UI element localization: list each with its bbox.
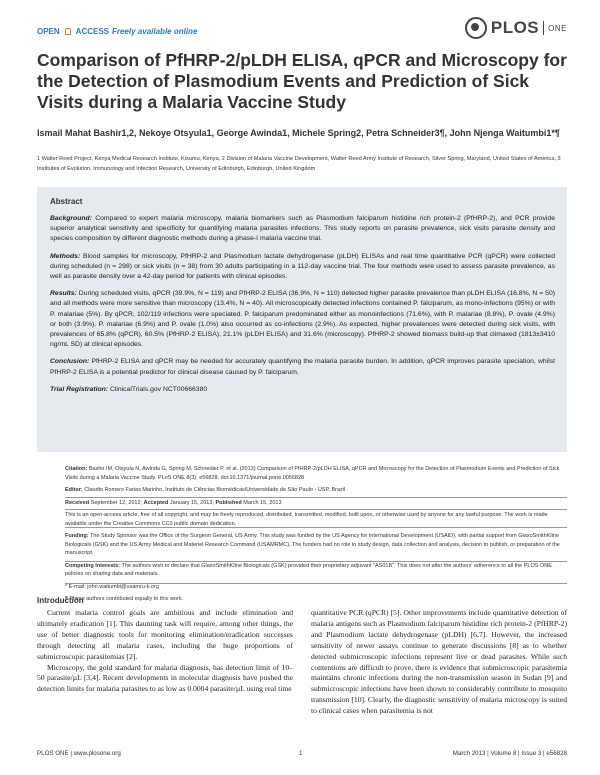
freely-available-label: Freely available online	[112, 27, 198, 36]
copyright: This is an open-access article, free of all copyright, and may be freely reproduced, distributed, transmitted, modified, built upon, or otherwise used by anyone for any lawful purpose. The work is made available under the Creative Commons CC0 public domain dedication.	[65, 512, 548, 527]
journal-logo	[465, 17, 567, 39]
citation-text: Bashir IM, Otsyula N, Awinda G, Spring M, Schneider P, et al. (2013) Comparison of PfHRP-2/pLDH ELISA, qPCR and Microscopy for the Detection of Plasmodium Events and Prediction of Sick Visits during a Malaria Vaccine Study. PLoS ONE 8(3): e56828. doi:10.1371/journal.pone.0056828	[65, 466, 560, 481]
citation	[65, 465, 565, 482]
abstract-trial-registration	[50, 385, 555, 395]
conclusion-label: Conclusion:	[50, 358, 90, 366]
footer-issue: March 2013 | Volume 8 | Issue 3 | e56828	[452, 750, 567, 757]
abstract-heading: Abstract	[50, 197, 83, 206]
intro-paragraph: Microscopy, the gold standard for malaria diagnosis, has detection limit of 10–50 parasite/µL [3,4]. Recent developments in molecular diagnosis have pushed the detection limits for malaria parasites to as low as 0.0004 parasite/µL using real time	[37, 662, 293, 694]
introduction-heading: Introduction	[37, 596, 84, 605]
logo-one-text: ONE	[548, 23, 567, 33]
body-column-right	[311, 608, 567, 717]
divider	[65, 583, 567, 584]
dates	[65, 499, 565, 508]
plos-logo-icon	[465, 17, 487, 39]
funding-text: The Study Sponsor was the Office of the Surgeon General, US Army. This study was funded by the US Agency for International Development (USAID), with partial support from GlaxoSmithKline Biologicals (GSK) and the US Army Medical and Materiel Research Command (USAMRMC). The funders had no role in study design, data collection and analysis, decision to publish, or preparation of the manuscript.	[65, 533, 560, 556]
abstract-methods	[50, 252, 555, 283]
abstract-box	[37, 187, 567, 452]
published-date: March 15, 2013	[243, 499, 282, 506]
results-text: During scheduled visits, qPCR (39.9%, N = 119) and PfHRP-2 ELISA (36.9%, N = 110) detected higher parasite prevalence than pLDH ELISA (16.8%, N = 50) and all methods were more sensitive than microscopy (13.4%, N = 40). All microscopically detected infections contained P. falciparum, as mono-infections (95%) or with P. malariae (5%). By qPCR, 102/119 infections were speciated. P. falciparum predominated either as monoinfections (71.6%), with P. malariae (8.8%), P. ovale (4.9%) or both (3.9%). P. malariae (6.9%) and P. ovale (1.0%) also occurred as co-infections (2.9%). As expected, higher prevalences were detected during sick visits, with prevalences of 65.8% (qPCR), 60.5% (PfHRP-2 ELISA), 21.1% (pLDH ELISA) and 31.6% (microscopy). PfHRP-2 showed biomass build-up that climaxed (1813±3410 ng/mL SD) at clinical episodes.	[50, 290, 555, 349]
accepted-date: January 15, 2013;	[169, 499, 214, 506]
published-label: Published	[215, 499, 242, 506]
page-number: 1	[299, 750, 303, 757]
logo-divider	[543, 21, 544, 35]
background-label: Background:	[50, 215, 92, 222]
editor-text: Claudio Romero Farias Marinho, Instituto de Ciências Biomédicas/Universidade de São Paulo - USP, Brazil	[84, 487, 346, 493]
abstract-conclusion	[50, 357, 555, 377]
equal-contribution: ¶ These authors contributed equally to this work.	[65, 596, 184, 602]
abstract-background	[50, 214, 555, 245]
funding-label: Funding:	[65, 533, 89, 539]
divider	[65, 497, 567, 498]
article-title: Comparison of PfHRP-2/pLDH ELISA, qPCR and Microscopy for the Detection of Plasmodium Events and Prediction of Sick Visits during a Malaria Vaccine Study	[37, 50, 567, 112]
intro-paragraph: Current malaria control goals are ambitious and include elimination and ultimately eradication [1]. This daunting task will require, among other things, the use of better diagnostic tools for monitoring elimination/eradication successes through detecting all malaria cases, including the huge proportions of submicroscopic parasitemias [2].	[37, 608, 293, 661]
results-label: Results:	[50, 290, 77, 298]
methods-text: Blood samples for microscopy, PfHRP-2 and Plasmodium lactate dehydrogenase (pLDH) ELISAs and real time quantitative PCR (qPCR) were collected during scheduled (n = 298) or sick visits (n = 38) from 30 adults participating in a 112-day vaccine trial. The four methods were used to assess parasite prevalence, as well as parasite density over a 42-day period for patients with clinical episodes.	[50, 252, 555, 281]
open-lock-icon	[65, 28, 71, 35]
conclusion-text: PfHRP-2 ELISA and qPCR may be needed for accurately quantifying the malaria parasite burden. In addition, qPCR improves parasite speciation, whilst PfHRP-2 ELISA is a potential predictor for clinical disease caused by P. falciparum.	[50, 358, 556, 376]
background-text: Compared to expert malaria microscopy, malaria biomarkers such as Plasmodium falciparum histidine rich protein-2 (PfHRP-2), and PCR provide superior analytical sensitivity and specificity for quantifying malaria parasites infections. This study reports on parasite prevalence, sick visits parasite density and species composition by different diagnostic methods during a phase-I malaria vaccine trial.	[50, 215, 555, 243]
trial-label: Trial Registration:	[50, 385, 109, 393]
access-label: ACCESS	[75, 27, 110, 36]
competing-text: The authors wish to declare that GlaxoSmithKline Biologicals (GSK) provided their proprietary adjuvant "AS01B". This does not alter the authors' adherence to all the PLOS ONE policies on sharing data and materials.	[65, 562, 552, 577]
email[interactable]: * E-mail: john.waitumbi@usamru-k.org	[65, 583, 159, 590]
received-label: Received	[65, 499, 90, 506]
footer-journal: PLOS ONE | www.plosone.org	[37, 750, 121, 757]
open-label: OPEN	[37, 27, 60, 36]
open-access-badge	[37, 27, 197, 36]
trial-link[interactable]: ClinicalTrials.gov NCT00666380	[109, 385, 208, 393]
author-list: Ismail Mahat Bashir1,2, Nekoye Otsyula1, George Awinda1, Michele Spring2, Petra Schneider3¶, John Njenga Waitumbi1*¶	[37, 128, 560, 138]
article-metadata	[65, 465, 565, 608]
funding	[65, 532, 565, 558]
divider	[65, 527, 567, 528]
citation-label: Citation:	[65, 466, 88, 472]
divider	[65, 509, 567, 510]
received-date: September 12, 2012;	[90, 499, 143, 506]
logo-plos-text: PLOS	[490, 18, 540, 37]
affiliations: 1 Walter Reed Project, Kenya Medical Research Institute, Kisumu, Kenya, 2 Division of Malaria Vaccine Development, Walter Reed Army Institute of Research, Silver Spring, Maryland, United States of America, 3 Institutes of Evolution, Immunology and Infection Research, University of Edinburgh, Edinburgh, United Kingdom	[37, 156, 561, 172]
divider	[65, 561, 567, 562]
intro-paragraph: quantitative PCR (qPCR) [5]. Other improvements include quantitative detection of malaria antigens such as Plasmodium falciparum histidine rich protein-2 (PfHRP-2) and Plasmodium lactate dehydrogenase (pLDH) [6,7]. However, the increased sensitivity of newer assays continue to generate discussions [8] as to whether detected submicroscopic infections represent live or dead parasites. While such contentions are difficult to prove, there is evidence that submicroscopic parasitemia maintains chronic infections during the non-transmission season in Sudan [9] and submicroscopic infections have been shown to considerably contribute to mosquito transmission [10]. Clearly, the diagnostic sensitivity of malaria microscopy is suited to clinical cases when parasitemia is not	[311, 608, 567, 716]
methods-label: Methods:	[50, 252, 81, 260]
editor	[65, 486, 565, 495]
abstract-results	[50, 289, 555, 350]
body-column-left	[37, 608, 293, 695]
accepted-label: Accepted	[143, 499, 169, 506]
competing-interests	[65, 562, 565, 579]
editor-label: Editor:	[65, 487, 83, 493]
competing-label: Competing Interests:	[65, 562, 121, 569]
